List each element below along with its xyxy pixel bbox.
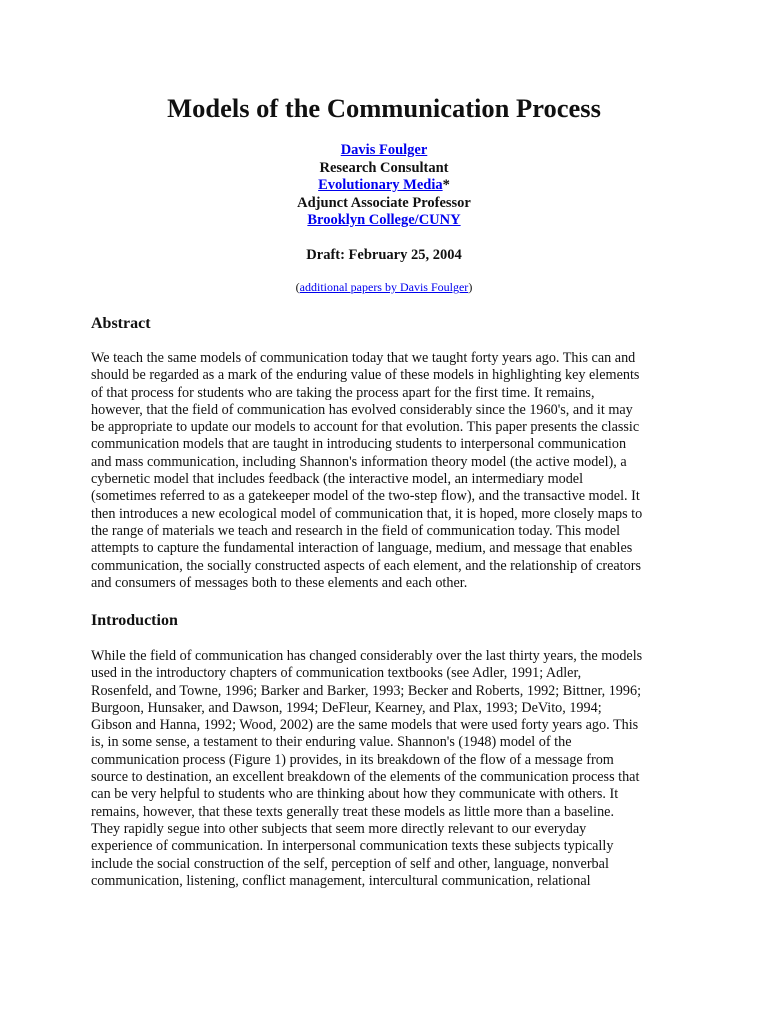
additional-papers-link[interactable]: additional papers by Davis Foulger xyxy=(299,280,469,294)
paren-open: ( xyxy=(295,280,300,294)
introduction-line: Burgoon, Hunsaker, and Dawson, 1994; DeFleur, Kearney, and Plax, 1993; DeVito, 1994; xyxy=(91,699,602,716)
introduction-line: experience of communication. In interpersonal communication texts these subjects typically xyxy=(91,838,614,855)
introduction-line: remains, however, that these texts generally treat these models as little more than a baseline. xyxy=(91,803,615,820)
abstract-line: be appropriate to update our models to account for that evolution. This paper presents the classic xyxy=(91,419,640,436)
paren-close: ) xyxy=(468,280,473,294)
author-name-link[interactable]: Davis Foulger xyxy=(340,142,428,158)
introduction-paragraph xyxy=(91,648,691,890)
author-org2-line xyxy=(0,212,768,230)
org1-asterisk: * xyxy=(442,177,450,193)
abstract-line: the range of materials we teach and research in the field of communication today. This model xyxy=(91,522,621,539)
introduction-line: source to destination, an excellent breakdown of the elements of the communication process that xyxy=(91,769,640,786)
brooklyn-college-link[interactable]: Brooklyn College/CUNY xyxy=(307,212,461,228)
author-role-professor: Adjunct Associate Professor xyxy=(297,194,471,211)
abstract-line: however, that the field of communication has evolved considerably since the 1960's, and it may xyxy=(91,401,633,418)
introduction-line: include the social construction of the self, perception of self and other, language, nonverbal xyxy=(91,855,609,872)
introduction-line: communication, listening, conflict management, intercultural communication, relational xyxy=(91,872,591,889)
abstract-heading: Abstract xyxy=(91,315,151,332)
evolutionary-media-link[interactable]: Evolutionary Media xyxy=(318,177,443,193)
introduction-line: can be very helpful to students who are thinking about how they communicate with others. It xyxy=(91,786,619,803)
abstract-line: and mass communication, including Shannon's information theory model (the active model), a xyxy=(91,453,627,470)
introduction-line: They rapidly segue into other subjects that seem more directly relevant to our everyday xyxy=(91,820,587,837)
author-block xyxy=(0,142,768,230)
introduction-line: While the field of communication has changed considerably over the last thirty years, the models xyxy=(91,648,643,664)
abstract-line: attempts to capture the fundamental interaction of language, medium, and message that enables xyxy=(91,540,633,557)
abstract-line: and consumers of messages both to these elements and each other. xyxy=(91,574,468,591)
additional-papers-line xyxy=(0,279,768,295)
author-role-research: Research Consultant xyxy=(319,159,449,176)
abstract-line: should be regarded as a mark of the enduring value of these models in highlighting key elements xyxy=(91,367,640,384)
page-title: Models of the Communication Process xyxy=(167,93,601,123)
draft-date: Draft: February 25, 2004 xyxy=(306,247,462,263)
abstract-line: communication, the socially constructed aspects of each element, and the relationship of creators xyxy=(91,557,641,574)
abstract-paragraph xyxy=(91,350,691,592)
author-org1-line xyxy=(0,177,768,195)
introduction-line: is, in some sense, a testament to their enduring value. Shannon's (1948) model of the xyxy=(91,734,572,751)
introduction-line: Rosenfeld, and Towne, 1996; Barker and Barker, 1993; Becker and Roberts, 1992; Bittner, 1996; xyxy=(91,682,642,699)
introduction-heading: Introduction xyxy=(91,612,178,629)
abstract-line: cybernetic model that includes feedback (the interactive model, an intermediary model xyxy=(91,471,584,488)
introduction-line: Gibson and Hanna, 1992; Wood, 2002) are the same models that were used forty years ago. This xyxy=(91,717,639,734)
abstract-line: of that process for students who are taking the process apart for the first time. It remains, xyxy=(91,384,595,401)
introduction-line: communication process (Figure 1) provides, in its breakdown of the flow of a message from xyxy=(91,751,614,768)
abstract-line: then introduces a new ecological model of communication that, it is hoped, more closely maps to xyxy=(91,505,643,522)
introduction-line: used in the introductory chapters of communication textbooks (see Adler, 1991; Adler, xyxy=(91,665,582,682)
abstract-line: communication models that are taught in introducing students to interpersonal communication xyxy=(91,436,627,453)
author-name-line xyxy=(0,142,768,160)
abstract-line: (sometimes referred to as a gatekeeper model of the two-step flow), and the transactive model. It xyxy=(91,488,640,505)
abstract-line: We teach the same models of communication today that we taught forty years ago. This can and xyxy=(91,350,636,366)
